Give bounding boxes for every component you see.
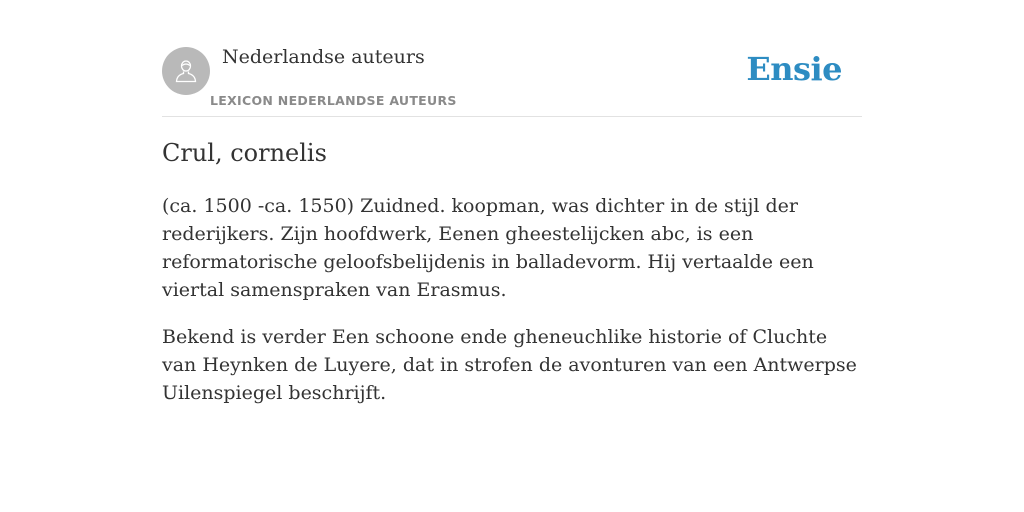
ensie-logo[interactable]: Ensie (746, 50, 842, 88)
page-header (162, 0, 862, 117)
article-title: Crul, cornelis (162, 139, 327, 167)
article-body (162, 192, 867, 426)
user-icon (171, 56, 201, 86)
article-paragraph: (ca. 1500 -ca. 1550) Zuidned. koopman, was dichter in de stijl der rederijkers. Zijn hoofdwerk, Eenen gheestelijcken abc, is een reformatorische geloofsbelijdenis in balladevorm. Hij vertaalde een viertal samenspraken van Erasmus. (162, 195, 814, 301)
page-container (162, 0, 862, 404)
author-name-link[interactable]: Nederlandse auteurs (222, 46, 425, 68)
article-paragraph: Bekend is verder Een schoone ende gheneuchlike historie of Cluchte van Heynken de Luyere, dat in strofen de avonturen van een Antwerpse Uilenspiegel beschrijft. (162, 326, 857, 404)
author-avatar[interactable] (162, 47, 210, 95)
lexicon-subtitle[interactable]: LEXICON NEDERLANDSE AUTEURS (210, 93, 457, 108)
